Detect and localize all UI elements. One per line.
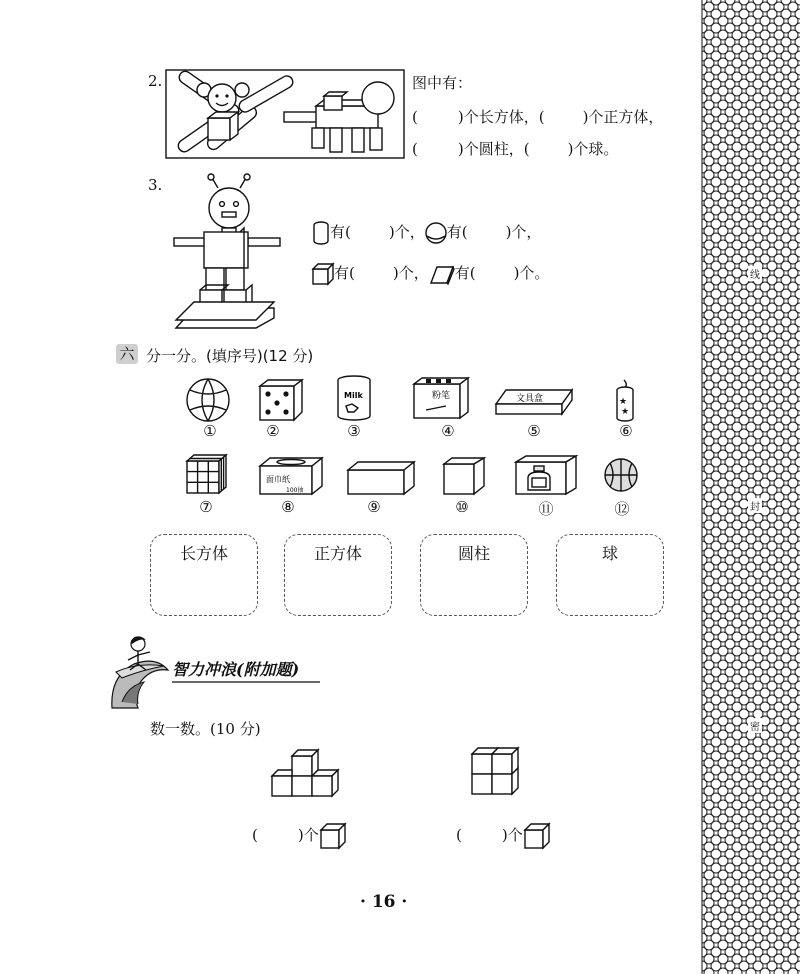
item-7-rubiks-cube (186, 454, 228, 496)
q2-line1: ( )个长方体，( )个正方体， (412, 108, 664, 126)
bonus-prompt: 数一数。(10 分) (150, 720, 261, 738)
q2-number: 2. (148, 72, 163, 90)
q2-figure (166, 70, 406, 160)
tissue-count: 100抽 (286, 487, 304, 494)
category-box-cylinder[interactable] (420, 534, 528, 616)
cube-icon (523, 822, 551, 850)
item-number: ③ (347, 422, 361, 440)
side-label-middle: 封 (748, 498, 762, 513)
category-label: 长方体 (179, 544, 228, 563)
cylinder-icon (312, 220, 330, 246)
bonus-underline (172, 680, 322, 684)
page-number: · 16 · (360, 892, 408, 912)
item-number: ② (266, 422, 280, 440)
q2-heading: 图中有： (412, 74, 473, 92)
item-6-firecracker (612, 378, 640, 424)
bonus-title: 智力冲浪(附加题) (172, 660, 300, 679)
item-number: ⑪ (538, 500, 554, 518)
category-label: 正方体 (313, 544, 362, 563)
item-8-tissue-box (258, 456, 324, 496)
cube-icon (312, 263, 334, 285)
cube-icon (319, 822, 347, 850)
q3-number: 3. (148, 176, 163, 194)
item-4-chalk-box (412, 376, 470, 422)
q3-row2: 有( )个， 有( )个。 (312, 262, 549, 285)
sphere-icon (425, 222, 447, 244)
item-11-ink-box (514, 454, 580, 496)
category-box-sphere[interactable] (556, 534, 664, 616)
item-5-pencil-box (494, 384, 574, 418)
item-number: ④ (441, 422, 455, 440)
item-number: ⑧ (281, 498, 295, 516)
cube-stack-left (268, 750, 358, 808)
side-label-bottom: 密 (748, 718, 762, 733)
star-icon: ★ (621, 407, 630, 417)
binding-margin-pattern (702, 0, 800, 974)
side-label-top: 线 (748, 266, 762, 281)
item-number: ⑨ (367, 498, 381, 516)
item-9-cuboid (346, 460, 416, 496)
q2-line2: ( )个圆柱，( )个球。 (412, 140, 619, 158)
item-1-ball (186, 378, 234, 426)
bonus-answer-right: ( )个 (456, 822, 551, 850)
q3-row1: 有( )个， 有( )个， (312, 220, 541, 246)
category-label: 球 (601, 544, 618, 563)
bonus-answer-left: ( )个 (252, 822, 347, 850)
section-badge: 六 (116, 344, 138, 364)
item-number: ⑩ (455, 498, 469, 516)
item-number: ⑥ (619, 422, 633, 440)
pencil-box-label: 文具盒 (516, 394, 544, 404)
star-icon: ★ (619, 397, 628, 407)
item-12-basketball (604, 458, 640, 494)
item-3-milk-can (336, 374, 376, 424)
item-2-dice (258, 378, 306, 422)
category-box-cube[interactable] (284, 534, 392, 616)
milk-label: Milk (344, 391, 363, 400)
item-number: ⑦ (199, 498, 213, 516)
item-number: ① (203, 422, 217, 440)
item-number: ⑤ (527, 422, 541, 440)
category-label: 圆柱 (457, 544, 490, 563)
cuboid-icon (429, 263, 455, 285)
category-box-cuboid[interactable] (150, 534, 258, 616)
chalk-label: 粉笔 (432, 391, 451, 401)
item-number: ⑫ (614, 500, 630, 518)
cube-stack-right (464, 744, 534, 806)
tissue-label: 面巾纸 (266, 475, 290, 484)
item-10-cube (442, 456, 486, 496)
robot-figure (174, 172, 284, 332)
section6-title: 分一分。(填序号)(12 分) (146, 347, 314, 365)
surfer-illustration (108, 632, 174, 712)
